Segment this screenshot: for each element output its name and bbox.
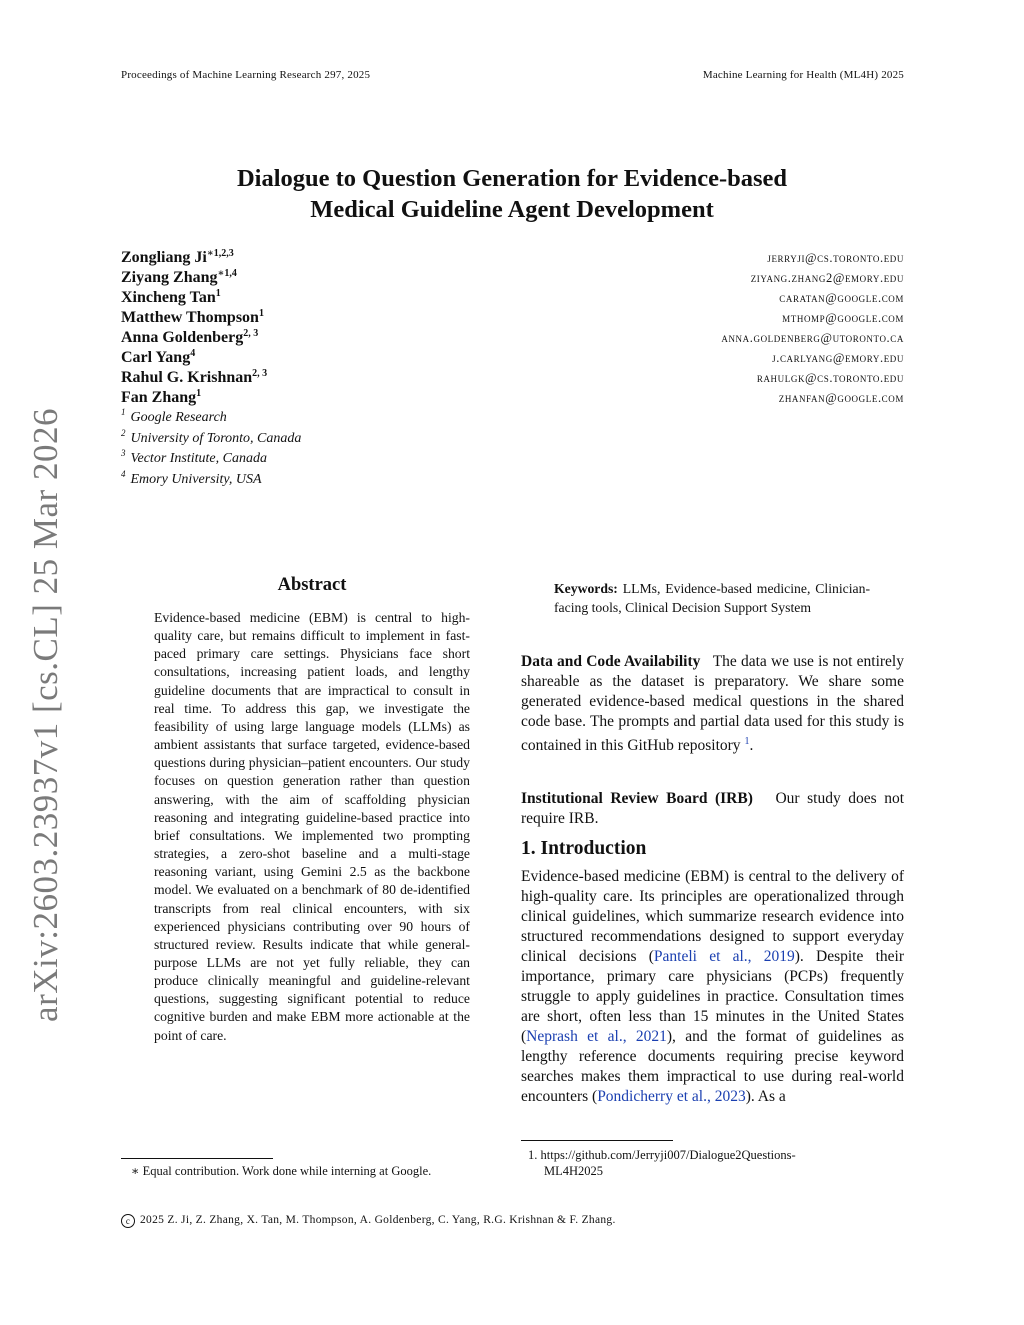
author-3: Xincheng Tan$^1$: [121, 288, 221, 306]
author-1: Zongliang $Ji^{∗1,2,3}$: [121, 248, 234, 266]
copyright-line: c 2025 Z. Ji, Z. Zhang, X. Tan, M. Thompson, A. Goldenberg, C. Yang, R.G. Krishnan & F. Zhang.: [121, 1214, 616, 1228]
abstract-body: Evidence-based medicine (EBM) is central to high-quality care, but remains difficult to implement in fast-paced primary care settings. Physicians face short consultations, increasing patient loads, and lengthy guideline documents that are impractical to consult in real time. To address this gap, we investigate the feasibility of using large language models (LLMs) as ambient assistants that surface targeted, evidence-based questions during physician–patient encounters. Our study focuses on question generation rather than question answering, with the aim of scaffolding physician reasoning and integrating guideline-based practice into brief consultations. We implemented two prompting strategies, a zero-shot baseline and a multi-stage reasoning variant, using Gemini 2.5 as the backbone model. We evaluated on a benchmark of 80 de-identified transcripts from real clinical encounters, with six experienced physicians contributing over 90 hours of structured review. Results indicate that while general-purpose LLMs are not yet fully reliable, they can produce clinically meaningful and guideline-relevant questions, suggesting significant potential to reduce cognitive burden and make EBM more actionable at the point of care.: [154, 610, 470, 1043]
copyright-icon: c: [121, 1214, 135, 1228]
footnote-rule-left: [121, 1158, 273, 1159]
footnote-number: 1.: [528, 1148, 538, 1162]
author-2: Ziyang Zhang$^{∗1,4}$: [121, 268, 237, 286]
paper-title: [0, 163, 1024, 225]
author-5: Anna Goldenberg$^{2, 3}$: [121, 328, 259, 346]
irb-paragraph: Institutional Review Board (IRB) Our study does not require IRB.: [521, 790, 905, 827]
citation-panteli[interactable]: Panteli et al., 2019: [653, 948, 795, 965]
keywords: [554, 579, 870, 617]
data-availability-paragraph: Data and Code Availability The data we use is not entirely shareable as the dataset is preparatory. We share some generated evidence-based medical questions in the shared code base. The prompts and partial data used for this study is contained in this GitHub repository $^1$.: [521, 653, 904, 755]
github-link[interactable]: https://github.com/Jerryji007/Dialogue2Questions-: [540, 1148, 796, 1162]
email-3: caratan@google.com: [779, 291, 904, 305]
title-line-1: Dialogue to Question Generation for Evidence-based: [236, 165, 788, 192]
running-header-left: Proceedings of Machine Learning Research 297, 2025: [121, 69, 371, 81]
author-7: Rahul G. Krishnan$^{2, 3}$: [121, 368, 268, 386]
arxiv-identifier: arXiv:2603.23937v1 [cs.CL] 25 Mar 2026: [26, 408, 65, 1022]
affiliation-4: $^4$ Emory University, USA: [121, 468, 262, 487]
introduction-heading: 1. Introduction: [521, 838, 647, 859]
author-4: Matthew Thompson$^1$: [121, 308, 264, 326]
keywords-label: Keywords:: [554, 581, 618, 596]
title-line-2: Medical Guideline Agent Development: [310, 196, 714, 223]
author-emails: [524, 248, 904, 408]
author-8: Fan Zhang$^1$: [121, 388, 202, 406]
abstract-heading: Abstract: [277, 575, 347, 595]
data-availability-heading: Data and Code Availability: [521, 653, 701, 670]
affiliation-2: $^2$ University of Toronto, Canada: [121, 427, 302, 446]
author-list: [121, 248, 541, 490]
email-5: anna.goldenberg@utoronto.ca: [721, 331, 904, 345]
email-6: j.carlyang@emory.edu: [772, 351, 904, 365]
email-1: jerryji@cs.toronto.edu: [767, 251, 904, 265]
affiliation-1: $^1$ Google Research: [121, 407, 227, 425]
footnote-github: [528, 1147, 796, 1179]
footnote-ref-1[interactable]: 1: [744, 736, 750, 747]
author-6: Carl Yang$^4$: [121, 348, 196, 366]
citation-pondicherry[interactable]: Pondicherry et al., 2023: [597, 1088, 746, 1105]
affiliation-3: $^3$ Vector Institute, Canada: [121, 448, 267, 466]
citation-neprash[interactable]: Neprash et al., 2021: [526, 1028, 667, 1045]
email-2: ziyang.zhang2@emory.edu: [750, 271, 904, 285]
github-link-cont[interactable]: ML4H2025: [544, 1164, 604, 1178]
email-4: mthomp@google.com: [782, 311, 904, 325]
keywords-text: LLMs, Evidence-based medicine, Clinician-facing tools, Clinical Decision Support System: [554, 581, 871, 615]
email-8: zhanfan@google.com: [778, 391, 904, 405]
irb-heading: Institutional Review Board (IRB): [521, 790, 753, 807]
running-header-right: Machine Learning for Health (ML4H) 2025: [702, 69, 904, 81]
footnote-equal-contribution: ∗ Equal contribution. Work done while interning at Google.: [131, 1164, 432, 1178]
email-7: rahulgk@cs.toronto.edu: [756, 371, 904, 385]
introduction-paragraph: Evidence-based medicine (EBM) is central to the delivery of high-quality care. Its principles are operationalized through clinical guidelines, which summarize research evidence into structured recommendations designed to support everyday clinical decisions (Panteli et al., 2019). Despite their importance, primary care physicians (PCPs) frequently struggle to apply guidelines in practice. Consultation times are short, often less than 15 minutes in the United States (Neprash et al., 2021), and the format of guidelines as lengthy reference documents requiring precise keyword searches makes them impractical to use during real-world encounters (Pondicherry et al., 2023). As a: [521, 868, 905, 1105]
footnote-rule-right: [521, 1140, 673, 1141]
